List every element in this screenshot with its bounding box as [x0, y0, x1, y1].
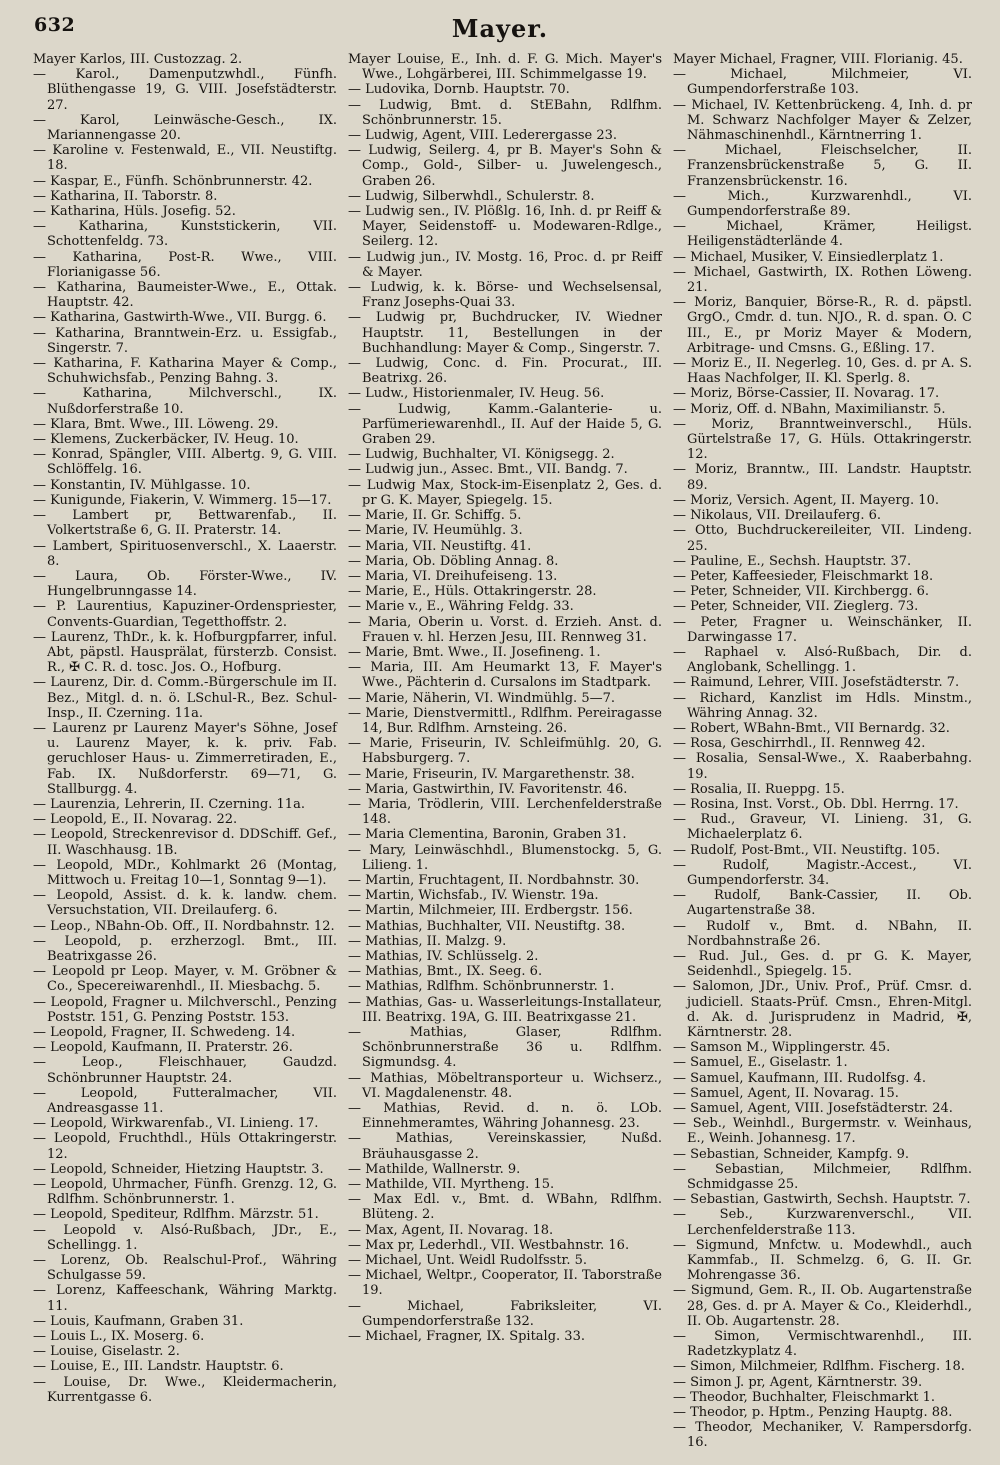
directory-entry: — Louise, Giselastr. 2. — [33, 1344, 180, 1360]
directory-entry: — Mathias, Möbeltransporteur u. Wichserz., VI. Magdalenenstr. 48. — [348, 1070, 662, 1101]
directory-entry: — Sigmund, Mnfctw. u. Modewhdl., auch Kammfab., II. Schmelzg. 6, G. II. Gr. Mohrengasse 36. — [673, 1237, 972, 1284]
directory-entry: — Leopold, E., II. Novarag. 22. — [33, 812, 238, 828]
directory-entry: — Karol, Leinwäsche-Gesch., IX. Mariannengasse 20. — [33, 112, 337, 144]
directory-entry: — Marie, II. Gr. Schiffg. 5. — [348, 508, 522, 524]
directory-entry: — Raimund, Lehrer, VIII. Josefstädterstr. 7. — [673, 675, 960, 691]
directory-entry: — Ludwig sen., IV. Plößlg. 16, Inh. d. pr Reiff & Mayer, Seidenstoff- u. Modewaren-Rdlge., Seilerg. 12. — [348, 204, 662, 250]
directory-entry: — Louise, E., III. Landstr. Hauptstr. 6. — [33, 1359, 284, 1375]
directory-entry: — Leopold, Wirkwarenfab., VI. Linieng. 17. — [33, 1116, 319, 1132]
directory-entry: — Seb., Kurzwarenverschl., VII. Lerchenfelderstraße 113. — [673, 1207, 972, 1238]
directory-entry: — Samuel, Agent, II. Novarag. 15. — [673, 1085, 899, 1101]
directory-entry: — Mathias, Glaser, Rdlfhm. Schönbrunnerstraße 36 u. Rdlfhm. Sigmundsg. 4. — [348, 1025, 662, 1071]
directory-entry: — Samuel, E., Giselastr. 1. — [673, 1055, 848, 1071]
directory-entry: — Ludwig pr, Buchdrucker, IV. Wiedner Hauptstr. 11, Bestellungen in der Buchhandlung: Mayer & Comp., Singerstr. 7. — [348, 310, 662, 356]
directory-entry: — Martin, Fruchtagent, II. Nordbahnstr. 30. — [348, 872, 640, 888]
directory-entry: — Louis L., IX. Moserg. 6. — [33, 1329, 205, 1345]
directory-entry: — Rudolf, Post-Bmt., VII. Neustiftg. 105. — [673, 842, 941, 858]
directory-entry: — Ludwig, Agent, VIII. Lederergasse 23. — [348, 128, 618, 144]
directory-entry: — Ludwig jun., Assec. Bmt., VII. Bandg. 7. — [348, 462, 628, 478]
directory-entry: — Rud. Jul., Ges. d. pr G. K. Mayer, Seidenhdl., Spiegelg. 15. — [673, 948, 972, 980]
directory-entry: — Leopold, Assist. d. k. k. landw. chem. Versuchstation, VII. Dreilauferg. 6. — [33, 888, 337, 919]
directory-entry: — Theodor, p. Hptm., Penzing Hauptg. 88. — [673, 1405, 953, 1421]
directory-entry: — Ludw., Historienmaler, IV. Heug. 56. — [348, 386, 605, 402]
directory-entry: — Rud., Graveur, VI. Linieng. 31, G. Michaelerplatz 6. — [673, 812, 972, 843]
directory-entry: — Leopold, p. erzherzogl. Bmt., III. Beatrixgasse 26. — [33, 933, 337, 964]
directory-entry: — Max Edl. v., Bmt. d. WBahn, Rdlfhm. Blüteng. 2. — [348, 1192, 662, 1223]
directory-entry: — Katharina, Branntwein-Erz. u. Essigfab., Singerstr. 7. — [33, 325, 337, 356]
directory-entry: — Ludovika, Dornb. Hauptstr. 70. — [348, 82, 570, 98]
directory-entry: — Mich., Kurzwarenhdl., VI. Gumpendorferstraße 89. — [673, 188, 972, 220]
directory-entry: — Louis, Kaufmann, Graben 31. — [33, 1313, 244, 1329]
directory-entry: — Katharina, Kunststickerin, VII. Schottenfeldg. 73. — [33, 219, 337, 250]
directory-entry: — Moriz E., II. Negerleg. 10, Ges. d. pr A. S. Haas Nachfolger, II. Kl. Sperlg. 8. — [673, 356, 972, 387]
directory-entry: — Mathias, Rdlfhm. Schönbrunnerstr. 1. — [348, 979, 615, 995]
directory-entry: — Ludwig Max, Stock-im-Eisenplatz 2, Ges. d. pr G. K. Mayer, Spiegelg. 15. — [348, 477, 662, 508]
directory-entry: — Peter, Schneider, VII. Kirchbergg. 6. — [673, 584, 930, 600]
directory-entry: — Seb., Weinhdl., Burgermstr. v. Weinhaus, E., Weinh. Johannesg. 17. — [673, 1116, 972, 1147]
directory-entry: — Martin, Milchmeier, III. Erdbergstr. 156. — [348, 903, 633, 919]
directory-entry: — Maria, Trödlerin, VIII. Lerchenfelderstraße 148. — [348, 796, 662, 828]
directory-entry: Mayer Michael, Fragner, VIII. Florianig. 45. — [673, 52, 963, 67]
directory-entry: — Laurenzia, Lehrerin, II. Czerning. 11a. — [33, 796, 305, 812]
running-head: Mayer. — [451, 14, 549, 43]
directory-entry: Mayer Karlos, III. Custozzag. 2. — [33, 52, 243, 67]
directory-entry: — Karoline v. Festenwald, E., VII. Neustiftg. 18. — [33, 143, 337, 174]
directory-entry: — Marie, Bmt. Wwe., II. Josefineng. 1. — [348, 644, 601, 660]
directory-entry: — Leopold, Fragner u. Milchverschl., Penzing Poststr. 151, G. Penzing Poststr. 153. — [33, 994, 337, 1025]
directory-entry: — Michael, Unt. Weidl Rudolfsstr. 5. — [348, 1253, 588, 1269]
directory-entry: — Michael, IV. Kettenbrückeng. 4, Inh. d. pr M. Schwarz Nachfolger Mayer & Zelzer, Nähmaschinenhdl., Kärntnerring 1. — [673, 97, 972, 144]
directory-entry: — Marie, Näherin, VI. Windmühlg. 5—7. — [348, 690, 615, 706]
directory-entry: — Marie, IV. Heumühlg. 3. — [348, 523, 523, 539]
directory-entry: — Ludwig, Silberwhdl., Schulerstr. 8. — [348, 188, 595, 204]
directory-entry: — Konrad, Spängler, VIII. Albertg. 9, G. VIII. Schlöffelg. 16. — [33, 447, 337, 478]
directory-entry: — Laurenz, ThDr., k. k. Hofburgpfarrer, inful. Abt, päpstl. Hausprälat, fürsterzb. Consist. R., ✠ C. R. d. tosc. Jos. O., Hofburg. — [33, 629, 337, 676]
directory-entry: — Katharina, Post-R. Wwe., VIII. Florianigasse 56. — [33, 249, 337, 280]
directory-entry: — Moriz, Branntweinverschl., Hüls. Gürtelstraße 17, G. Hüls. Ottakringerstr. 12. — [673, 416, 972, 463]
directory-entry: Mayer Louise, E., Inh. d. F. G. Mich. Mayer's Wwe., Lohgärberei, III. Schimmelgasse 19. — [348, 52, 662, 83]
directory-entry: — Mathias, Bmt., IX. Seeg. 6. — [348, 964, 543, 980]
directory-entry: — Rosina, Inst. Vorst., Ob. Dbl. Herrng. 17. — [673, 796, 959, 812]
directory-entry: — Marie v., E., Währing Feldg. 33. — [348, 599, 574, 615]
directory-entry: — Leopold, Uhrmacher, Fünfh. Grenzg. 12, G. Rdlfhm. Schönbrunnerstr. 1. — [33, 1177, 337, 1208]
directory-entry: — Rosalia, II. Rueppg. 15. — [673, 781, 845, 797]
directory-entry: — Leopold, Schneider, Hietzing Hauptstr. 3. — [33, 1161, 324, 1177]
directory-entry: — Maria, VII. Neustiftg. 41. — [348, 538, 532, 554]
directory-entry: — Mathias, Buchhalter, VII. Neustiftg. 38. — [348, 918, 626, 934]
directory-entry: — Michael, Fleischselcher, II. Franzensbrückenstraße 5, G. II. Franzensbrückenstr. 16. — [673, 143, 972, 189]
columns-container — [33, 52, 978, 1452]
directory-entry: — Sigmund, Gem. R., II. Ob. Augartenstraße 28, Ges. d. pr A. Mayer & Co., Kleiderhdl., II. Ob. Augartenstr. 28. — [673, 1283, 972, 1329]
directory-entry: — Marie, Friseurin, IV. Schleifmühlg. 20, G. Habsburgerg. 7. — [348, 736, 662, 767]
directory-entry: — Simon J. pr, Agent, Kärntnerstr. 39. — [673, 1374, 923, 1390]
directory-entry: — Leopold pr Leop. Mayer, v. M. Gröbner & Co., Specereiwarenhdl., II. Miesbachg. 5. — [33, 964, 337, 995]
column-1 — [33, 52, 343, 1452]
directory-entry: — Ludwig, Conc. d. Fin. Procurat., III. Beatrixg. 26. — [348, 356, 662, 387]
directory-entry: — Leop., Fleischhauer, Gaudzd. Schönbrunner Hauptstr. 24. — [33, 1055, 337, 1086]
directory-entry: — Ludwig, Kamm.-Galanterie- u. Parfümeriewarenhdl., II. Auf der Haide 5, G. Graben 29. — [348, 401, 662, 448]
directory-entry: — Katharina, II. Taborstr. 8. — [33, 188, 218, 204]
directory-entry: — Leopold, Streckenrevisor d. DDSchiff. Gef., II. Waschhausg. 1B. — [33, 827, 337, 858]
directory-entry: — Mathias, II. Malzg. 9. — [348, 933, 507, 949]
directory-entry: — Simon, Vermischtwarenhdl., III. Radetzkyplatz 4. — [673, 1329, 972, 1360]
directory-entry: — Michael, Musiker, V. Einsiedlerplatz 1. — [673, 249, 944, 265]
directory-entry: — Ludwig, Buchhalter, VI. Königsegg. 2. — [348, 447, 615, 463]
directory-entry: — Laurenz pr Laurenz Mayer's Söhne, Josef u. Laurenz Mayer, k. k. priv. Fab. geruchloser Haus- u. Zimmerretiraden, E., Fab. IX. Nußdorferstr. 69—71, G. Stallburgg. 4. — [33, 720, 337, 797]
directory-entry: — Moriz, Börse-Cassier, II. Novarag. 17. — [673, 386, 940, 402]
directory-entry: — Maria, III. Am Heumarkt 13, F. Mayer's Wwe., Pächterin d. Cursalons im Stadtpark. — [348, 660, 662, 691]
directory-entry: — Marie, Dienstvermittl., Rdlfhm. Pereiragasse 14, Bur. Rdlfhm. Arnsteing. 26. — [348, 705, 662, 736]
directory-entry: — Moriz, Branntw., III. Landstr. Hauptstr. 89. — [673, 462, 972, 493]
directory-entry: — Mathias, IV. Schlüsselg. 2. — [348, 948, 539, 964]
directory-entry: — Michael, Gastwirth, IX. Rothen Löweng. 21. — [673, 264, 972, 296]
directory-entry: — Marie, E., Hüls. Ottakringerstr. 28. — [348, 584, 597, 600]
directory-entry: — Maria, Gastwirthin, IV. Favoritenstr. 46. — [348, 781, 628, 797]
directory-entry: — Klemens, Zuckerbäcker, IV. Heug. 10. — [33, 432, 299, 448]
directory-entry: — Peter, Schneider, VII. Zieglerg. 73. — [673, 599, 919, 615]
directory-entry: — Theodor, Buchhalter, Fleischmarkt 1. — [673, 1389, 936, 1405]
directory-entry: — Leop., NBahn-Ob. Off., II. Nordbahnstr. 12. — [33, 918, 335, 934]
directory-entry: — Raphael v. Alsó-Rußbach, Dir. d. Anglobank, Schellingg. 1. — [673, 644, 972, 676]
directory-entry: — Maria, Ob. Döbling Annag. 8. — [348, 553, 559, 569]
directory-entry: — Katharina, Hüls. Josefig. 52. — [33, 204, 236, 220]
directory-entry: — Leopold, MDr., Kohlmarkt 26 (Montag, Mittwoch u. Freitag 10—1, Sonntag 9—1). — [33, 857, 337, 888]
directory-entry: — Lambert, Spirituosenverschl., X. Laaerstr. 8. — [33, 538, 337, 569]
directory-entry: — Moriz, Banquier, Börse-R., R. d. päpstl. GrgO., Cmdr. d. tun. NJO., R. d. span. O. C III., E., pr Moriz Mayer & Modern, Arbitrage- und Cmsns. G., Eßling. 17. — [673, 295, 972, 356]
directory-entry: — Katharina, F. Katharina Mayer & Comp., Schuhwichsfab., Penzing Bahng. 3. — [33, 356, 337, 387]
directory-entry: — Mathias, Revid. d. n. ö. LOb. Einnehmeramtes, Währing Johannesg. 23. — [348, 1101, 662, 1132]
directory-entry: — Michael, Fragner, IX. Spitalg. 33. — [348, 1329, 585, 1345]
directory-entry: — Leopold, Spediteur, Rdlfhm. Märzstr. 51. — [33, 1207, 319, 1223]
directory-entry: — Mathilde, Wallnerstr. 9. — [348, 1161, 521, 1177]
directory-entry: — Samson M., Wipplingerstr. 45. — [673, 1040, 891, 1056]
directory-entry: — Leopold, Fragner, II. Schwedeng. 14. — [33, 1025, 296, 1040]
directory-entry: — Leopold, Fruchthdl., Hüls Ottakringerstr. 12. — [33, 1131, 337, 1162]
directory-entry: — Moriz, Off. d. NBahn, Maximilianstr. 5. — [673, 401, 946, 417]
directory-entry: — Samuel, Agent, VIII. Josefstädterstr. 24. — [673, 1101, 953, 1117]
directory-entry: — Laura, Ob. Förster-Wwe., IV. Hungelbrunngasse 14. — [33, 568, 337, 600]
directory-entry: — Louise, Dr. Wwe., Kleidermacherin, Kurrentgasse 6. — [33, 1374, 337, 1405]
directory-entry: — Ludwig, Bmt. d. StEBahn, Rdlfhm. Schönbrunnerstr. 15. — [348, 97, 662, 128]
directory-entry: — Sebastian, Gastwirth, Sechsh. Hauptstr. 7. — [673, 1192, 971, 1208]
directory-entry: — Otto, Buchdruckereileiter, VII. Lindeng. 25. — [673, 523, 972, 554]
directory-entry: — Karol., Damenputzwhdl., Fünfh. Blüthengasse 19, G. VIII. Josefstädterstr. 27. — [33, 67, 337, 113]
directory-entry: — Lorenz, Ob. Realschul-Prof., Währing Schulgasse 59. — [33, 1253, 337, 1284]
directory-entry: — Maria, Oberin u. Vorst. d. Erzieh. Anst. d. Frauen v. hl. Herzen Jesu, III. Rennweg 31. — [348, 614, 662, 645]
directory-entry: — Katharina, Baumeister-Wwe., E., Ottak. Hauptstr. 42. — [33, 280, 337, 311]
directory-entry: — Michael, Krämer, Heiligst. Heiligenstädterlände 4. — [673, 219, 972, 250]
directory-entry: — Rudolf, Magistr.-Accest., VI. Gumpendorferstr. 34. — [673, 857, 972, 888]
directory-entry: — Rosalia, Sensal-Wwe., X. Raaberbahng. 19. — [673, 751, 972, 782]
directory-entry: — Mathias, Gas- u. Wasserleitungs-Installateur, III. Beatrixg. 19A, G. III. Beatrixgasse 21. — [348, 994, 662, 1025]
directory-entry: — Mathilde, VII. Myrtheng. 15. — [348, 1177, 555, 1193]
directory-entry: — Lorenz, Kaffeeschank, Währing Marktg. 11. — [33, 1283, 337, 1314]
directory-entry: — Samuel, Kaufmann, III. Rudolfsg. 4. — [673, 1070, 926, 1086]
directory-entry: — Lambert pr, Bettwarenfab., II. Volkertstraße 6, G. II. Praterstr. 14. — [33, 508, 337, 539]
directory-entry: — Konstantin, IV. Mühlgasse. 10. — [33, 477, 251, 493]
directory-entry: — Leopold v. Alsó-Rußbach, JDr., E., Schellingg. 1. — [33, 1222, 337, 1253]
column-3 — [668, 52, 978, 1452]
directory-entry: — Marie, Friseurin, IV. Margarethenstr. 38. — [348, 766, 635, 782]
directory-entry: — Klara, Bmt. Wwe., III. Löweng. 29. — [33, 416, 279, 432]
directory-entry: — Rudolf v., Bmt. d. NBahn, II. Nordbahnstraße 26. — [673, 918, 972, 949]
directory-entry: — Leopold, Kaufmann, II. Praterstr. 26. — [33, 1040, 293, 1056]
directory-entry: — Ludwig, Seilerg. 4, pr B. Mayer's Sohn & Comp., Gold-, Silber- u. Juwelengesch., Graben 26. — [348, 143, 662, 189]
directory-entry: — Mathias, Vereinskassier, Nußd. Bräuhausgasse 2. — [348, 1131, 662, 1162]
directory-entry: — Pauline, E., Sechsh. Hauptstr. 37. — [673, 553, 912, 569]
directory-entry: — Sebastian, Schneider, Kampfg. 9. — [673, 1146, 910, 1162]
directory-entry: — Max, Agent, II. Novarag. 18. — [348, 1222, 554, 1238]
directory-entry: — Kaspar, E., Fünfh. Schönbrunnerstr. 42. — [33, 173, 313, 189]
column-2 — [343, 52, 668, 1452]
directory-entry: — Maria, VI. Dreihufeiseng. 13. — [348, 568, 558, 584]
directory-entry: — Michael, Fabriksleiter, VI. Gumpendorferstraße 132. — [348, 1298, 662, 1329]
directory-entry: — Nikolaus, VII. Dreilauferg. 6. — [673, 508, 881, 524]
page-number: 632 — [34, 14, 76, 36]
directory-entry: — Moriz, Versich. Agent, II. Mayerg. 10. — [673, 492, 939, 508]
directory-entry: — Peter, Fragner u. Weinschänker, II. Darwingasse 17. — [673, 614, 972, 645]
directory-entry: — Katharina, Milchverschl., IX. Nußdorferstraße 10. — [33, 386, 337, 417]
directory-entry: — Ludwig, k. k. Börse- und Wechselsensal, Franz Josephs-Quai 33. — [348, 280, 662, 311]
directory-entry: — Sebastian, Milchmeier, Rdlfhm. Schmidgasse 25. — [673, 1161, 972, 1193]
directory-entry: — Leopold, Futteralmacher, VII. Andreasgasse 11. — [33, 1085, 337, 1117]
directory-entry: — Michael, Milchmeier, VI. Gumpendorferstraße 103. — [673, 67, 972, 98]
directory-entry: — Michael, Weltpr., Cooperator, II. Taborstraße 19. — [348, 1268, 662, 1299]
directory-entry: — Katharina, Gastwirth-Wwe., VII. Burgg. 6. — [33, 310, 327, 326]
directory-entry: — Laurenz, Dir. d. Comm.-Bürgerschule im II. Bez., Mitgl. d. n. ö. LSchul-R., Bez. Schul-Insp., II. Czerning. 11a. — [33, 675, 337, 721]
directory-entry: — Rudolf, Bank-Cassier, II. Ob. Augartenstraße 38. — [673, 888, 972, 919]
directory-entry: — Theodor, Mechaniker, V. Rampersdorfg. 16. — [673, 1420, 972, 1451]
directory-entry: — Max pr, Lederhdl., VII. Westbahnstr. 16. — [348, 1237, 630, 1253]
directory-entry: — Kunigunde, Fiakerin, V. Wimmerg. 15—17. — [33, 492, 332, 508]
directory-entry: — P. Laurentius, Kapuziner-Ordenspriester, Convents-Guardian, Tegetthoffstr. 2. — [33, 599, 337, 630]
directory-entry: — Robert, WBahn-Bmt., VII Bernardg. 32. — [673, 720, 950, 736]
directory-entry: — Richard, Kanzlist im Hdls. Minstm., Währing Annag. 32. — [673, 690, 972, 721]
directory-entry: — Rosa, Geschirrhdl., II. Rennweg 42. — [673, 736, 926, 752]
directory-entry: — Martin, Wichsfab., IV. Wienstr. 19a. — [348, 888, 599, 904]
directory-entry: — Salomon, JDr., Univ. Prof., Prüf. Cmsr. d. judiciell. Staats-Prüf. Cmsn., Ehren-Mitgl. d. Ak. d. Jurisprudenz in Madrid, ✠, Kärntnerstr. 28. — [673, 979, 972, 1040]
directory-entry: — Peter, Kaffeesieder, Fleischmarkt 18. — [673, 568, 934, 584]
directory-entry: — Ludwig jun., IV. Mostg. 16, Proc. d. pr Reiff & Mayer. — [348, 249, 662, 280]
directory-entry: — Maria Clementina, Baronin, Graben 31. — [348, 827, 627, 843]
directory-entry: — Mary, Leinwäschhdl., Blumenstockg. 5, G. Lilieng. 1. — [348, 842, 662, 873]
directory-entry: — Simon, Milchmeier, Rdlfhm. Fischerg. 18. — [673, 1359, 965, 1375]
